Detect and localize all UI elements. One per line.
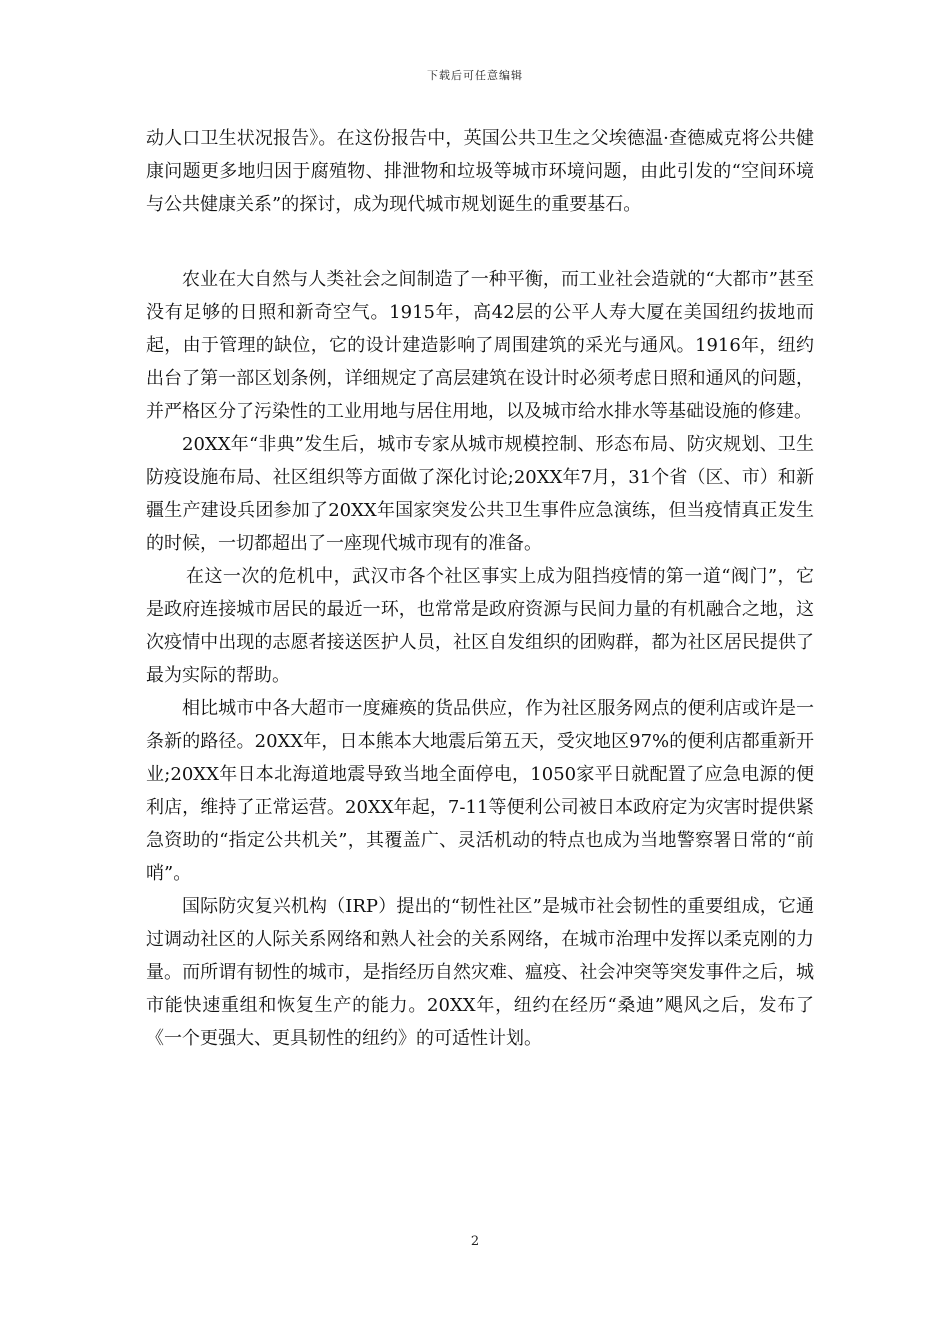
page-number: 2 <box>470 1234 480 1249</box>
paragraph: 国际防灾复兴机构（IRP）提出的“韧性社区”是城市社会韧性的重要组成，它通过调动社区的人际关系网络和熟人社会的关系网络，在城市治理中发挥以柔克刚的力量。而所谓有韧性的城市，是指经历自然灾难、瘟疫、社会冲突等突发事件之后，城市能快速重组和恢复生产的能力。20XX年，纽约在经历“桑迪”飓风之后，发布了《一个更强大、更具韧性的纽约》的可适性计划。 <box>146 896 814 1049</box>
paragraph-gap <box>146 221 814 263</box>
paragraph: 农业在大自然与人类社会之间制造了一种平衡，而工业社会造就的“大都市”甚至没有足够的日照和新奇空气。1915年，高42层的公平人寿大厦在美国纽约拔地而起，由于管理的缺位，它的设计建造影响了周围建筑的采光与通风。1916年，纽约出台了第一部区划条例，详细规定了高层建筑在设计时必须考虑日照和通风的问题，并严格区分了污染性的工业用地与居住用地，以及城市给水排水等基础设施的修建。 <box>146 269 814 422</box>
document-body <box>146 122 814 1055</box>
paragraph: 在这一次的危机中，武汉市各个社区事实上成为阻挡疫情的第一道“阀门”，它是政府连接城市居民的最近一环，也常常是政府资源与民间力量的有机融合之地，这次疫情中出现的志愿者接送医护人员，社区自发组织的团购群，都为社区居民提供了最为实际的帮助。 <box>146 566 814 686</box>
paragraph-continuation: 动人口卫生状况报告》。在这份报告中，英国公共卫生之父埃德温·查德威克将公共健康问题更多地归因于腐殖物、排泄物和垃圾等城市环境问题，由此引发的“空间环境与公共健康关系”的探讨，成为现代城市规划诞生的重要基石。 <box>146 128 814 215</box>
paragraph: 20XX年“非典”发生后，城市专家从城市规模控制、形态布局、防灾规划、卫生防疫设施布局、社区组织等方面做了深化讨论;20XX年7月，31个省（区、市）和新疆生产建设兵团参加了20XX年国家突发公共卫生事件应急演练，但当疫情真正发生的时候，一切都超出了一座现代城市现有的准备。 <box>146 434 814 554</box>
page-header: 下载后可任意编辑 <box>427 69 523 82</box>
paragraph: 相比城市中各大超市一度瘫痪的货品供应，作为社区服务网点的便利店或许是一条新的路径。20XX年，日本熊本大地震后第五天，受灾地区97%的便利店都重新开业;20XX年日本北海道地震导致当地全面停电，1050家平日就配置了应急电源的便利店，维持了正常运营。20XX年起，7-11等便利公司被日本政府定为灾害时提供紧急资助的“指定公共机关”，其覆盖广、灵活机动的特点也成为当地警察署日常的“前哨”。 <box>146 698 814 884</box>
